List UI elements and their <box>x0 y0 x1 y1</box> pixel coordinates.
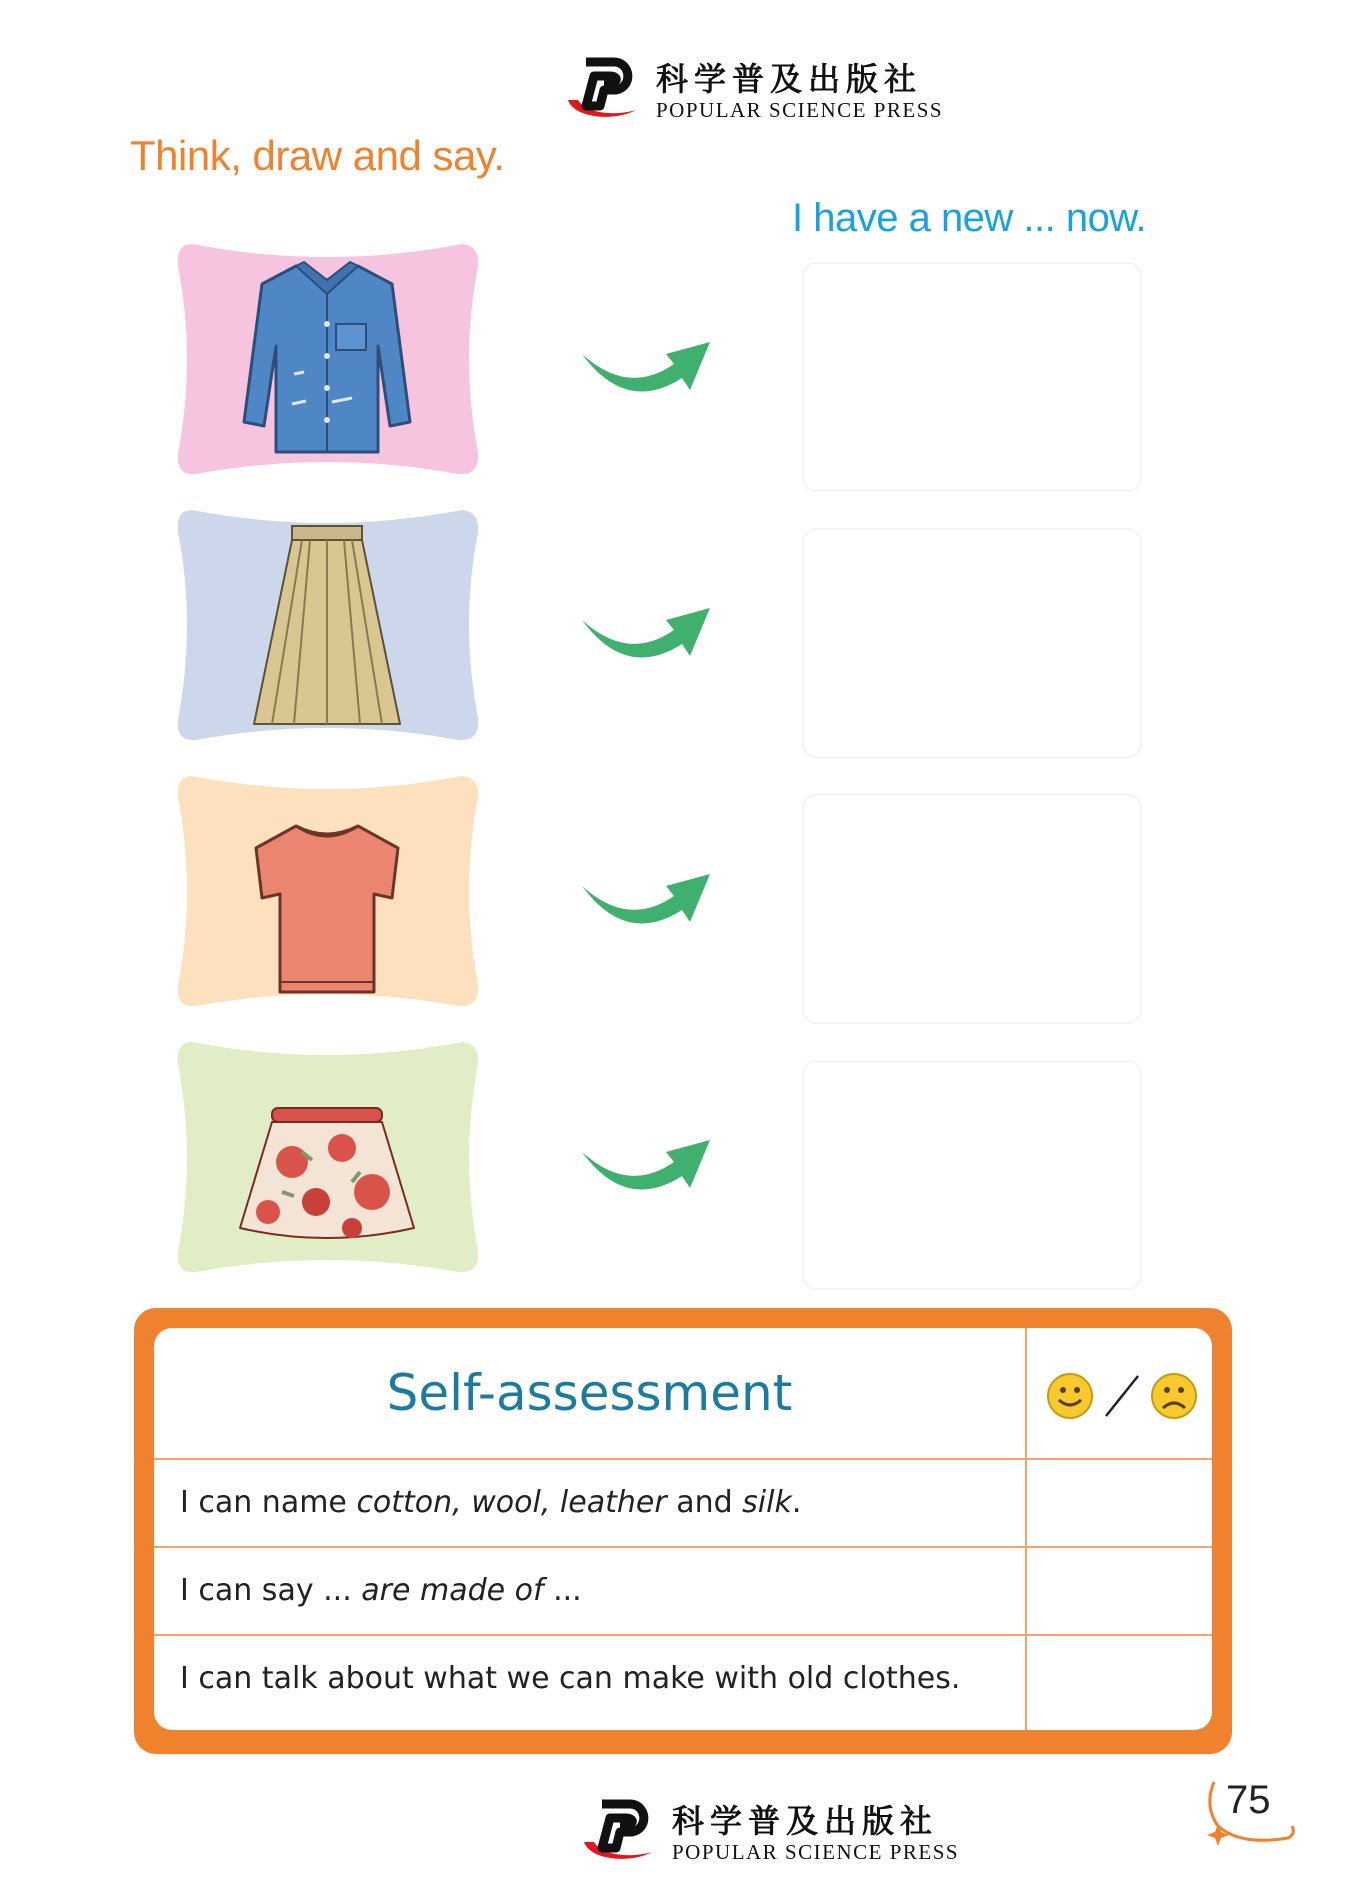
green-arrow-icon <box>578 866 712 932</box>
smile-frown-faces <box>1042 1368 1202 1424</box>
drawing-area[interactable] <box>802 794 1142 1024</box>
garment-row <box>0 768 1346 1018</box>
green-arrow-icon <box>578 1132 712 1198</box>
long-skirt-icon <box>232 520 422 730</box>
slash-separator <box>1106 1376 1138 1416</box>
garment-row <box>0 236 1346 486</box>
self-assessment-panel <box>134 1308 1232 1754</box>
publisher-logo-bottom <box>580 1798 959 1868</box>
green-arrow-icon <box>578 600 712 666</box>
drawing-area[interactable] <box>802 1060 1142 1290</box>
publisher-name-cn: 科学普及出版社 <box>672 1802 939 1840</box>
publisher-name-en: POPULAR SCIENCE PRESS <box>672 1840 960 1864</box>
publisher-name-cn: 科学普及出版社 <box>656 60 923 98</box>
assessment-row: I can name cotton, wool, leather and silk . <box>180 1484 802 1520</box>
green-arrow-icon <box>578 334 712 400</box>
denim-shirt-icon <box>232 254 422 464</box>
page-number: 75 <box>1226 1778 1271 1822</box>
activity-prompt: I have a new ... now. <box>792 196 1147 240</box>
drawing-area[interactable] <box>802 262 1142 492</box>
smiley-face-icon <box>1048 1374 1092 1418</box>
drawing-area[interactable] <box>802 528 1142 758</box>
publisher-logo-top <box>564 56 943 126</box>
t-shirt-icon <box>232 786 422 996</box>
publisher-name-en: POPULAR SCIENCE PRESS <box>656 98 944 122</box>
garment-row <box>0 1034 1346 1284</box>
frowning-face-icon <box>1152 1374 1196 1418</box>
table-divider <box>1025 1328 1027 1730</box>
assessment-row: I can say ... are made of ... <box>180 1572 582 1608</box>
self-assessment-table <box>154 1328 1212 1730</box>
publisher-mark-icon <box>564 56 644 126</box>
floral-skirt-icon <box>232 1052 422 1262</box>
publisher-mark-icon <box>580 1798 660 1868</box>
garment-row <box>0 502 1346 752</box>
activity-title: Think, draw and say. <box>130 132 505 179</box>
self-assessment-heading: Self-assessment <box>386 1364 793 1422</box>
assessment-row: I can talk about what we can make with old clothes. <box>180 1660 961 1696</box>
